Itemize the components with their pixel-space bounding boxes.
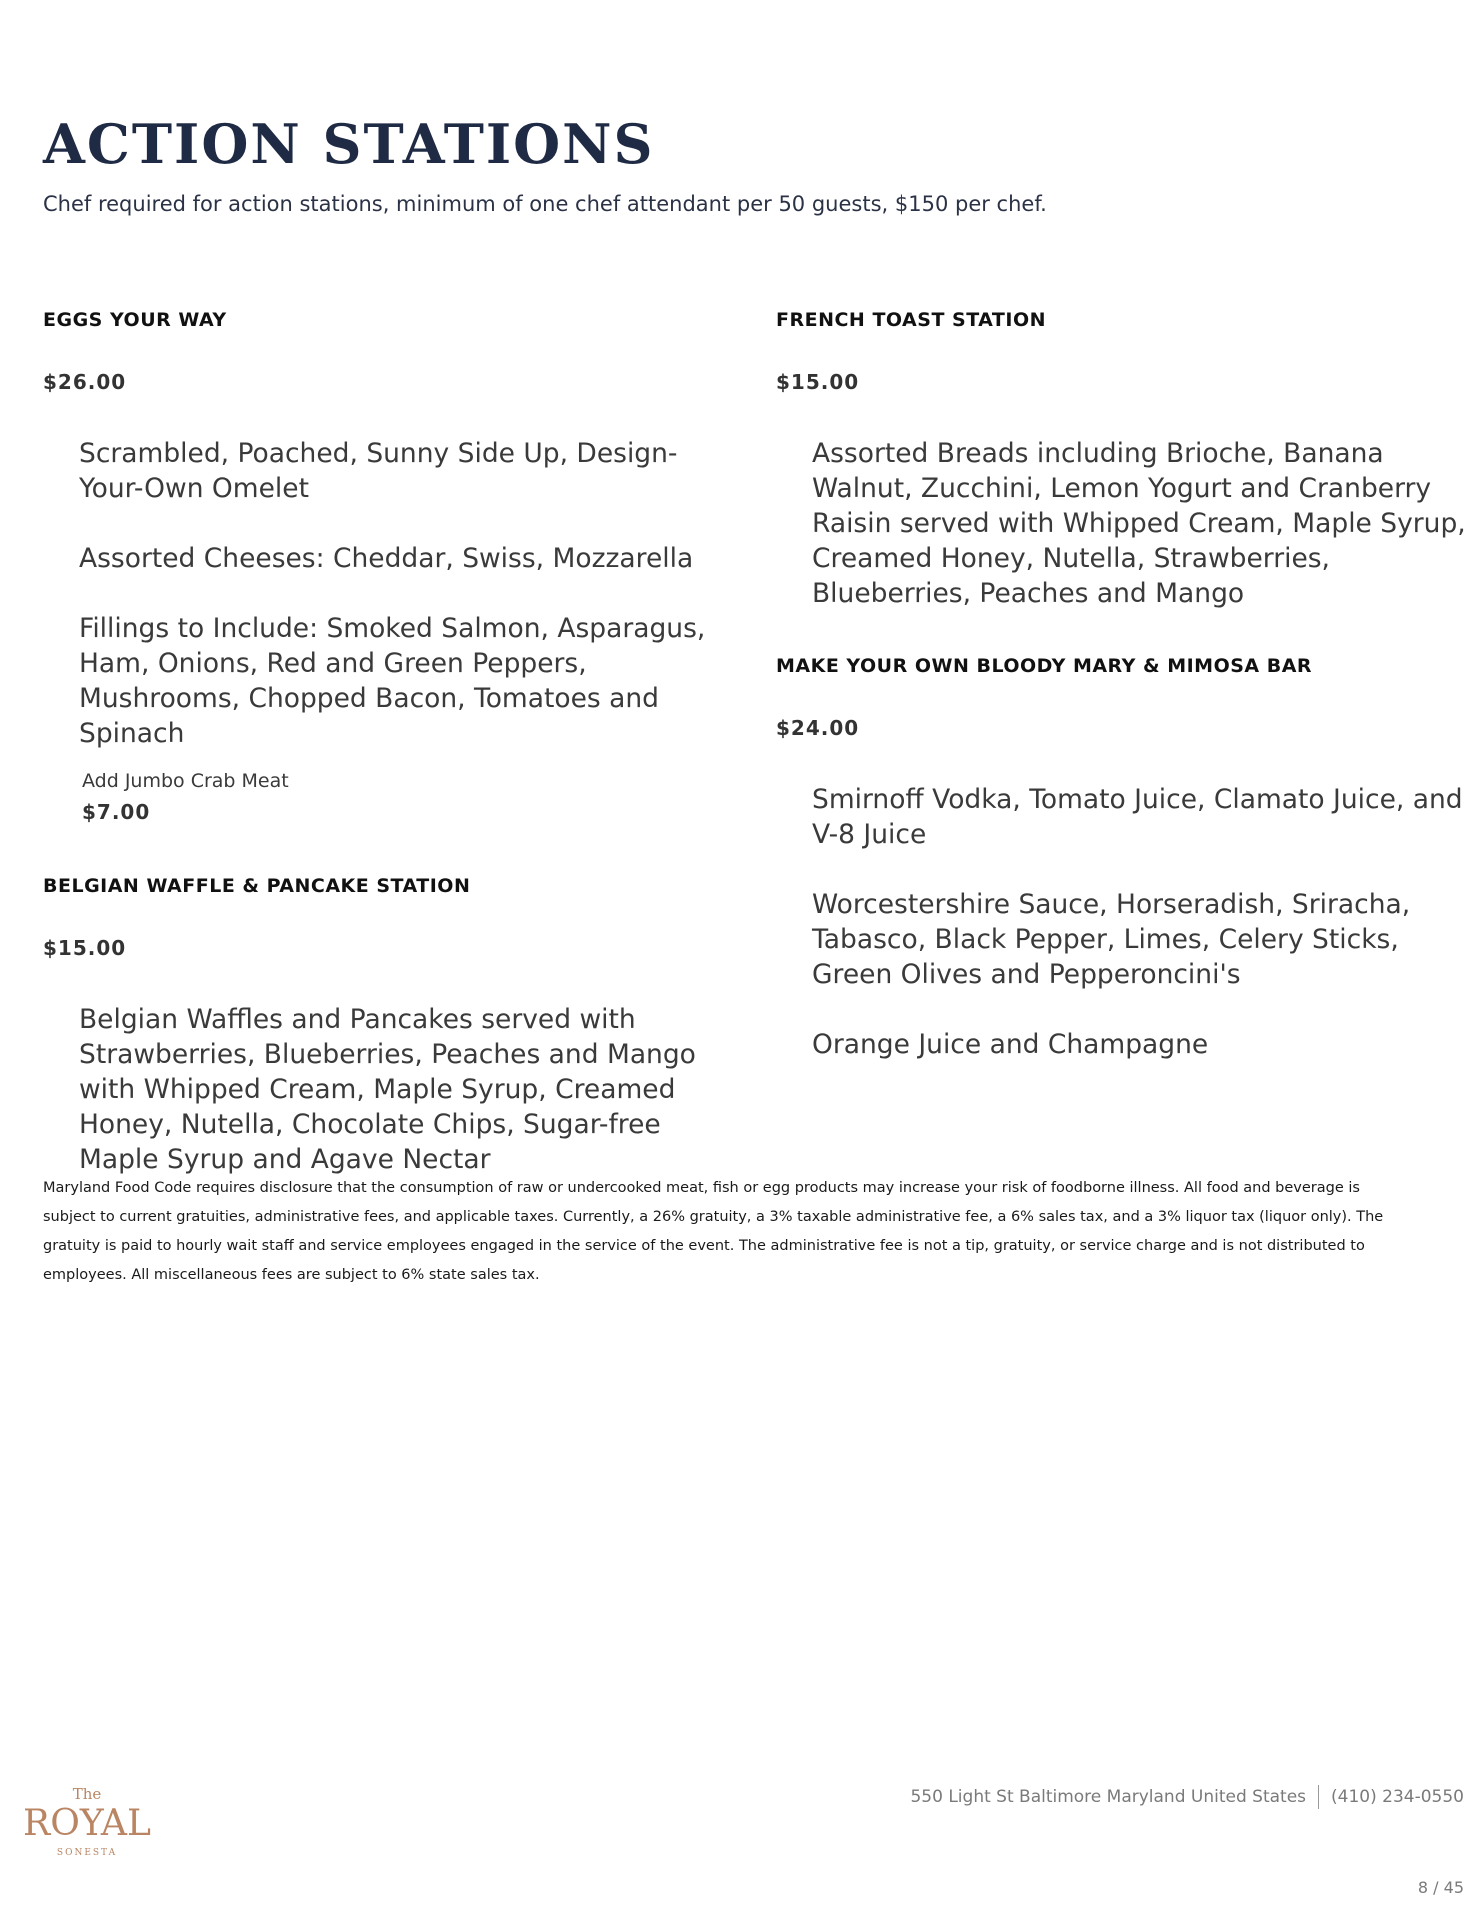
station-title: EGGS YOUR WAY [43, 309, 227, 331]
addon-price: $7.00 [82, 800, 151, 824]
station-title: MAKE YOUR OWN BLOODY MARY & MIMOSA BAR [776, 655, 1313, 677]
menu-item: Smirnoff Vodka, Tomato Juice, Clamato Juice, and V-8 Juice [812, 784, 1463, 850]
menu-item: Fillings to Include: Smoked Salmon, Asparagus, Ham, Onions, Red and Green Peppers, Mushrooms, Chopped Bacon, Tomatoes and Spinach [79, 613, 706, 749]
menu-item: Scrambled, Poached, Sunny Side Up, Design-Your-Own Omelet [79, 438, 678, 504]
menu-item: Belgian Waffles and Pancakes served with Strawberries, Blueberries, Peaches and Mango with Whipped Cream, Maple Syrup, Creamed Honey, Nutella, Chocolate Chips, Sugar-free Maple Syrup and Agave Nectar [79, 1004, 696, 1175]
station-bloody-mary-mimosa [776, 654, 1476, 1062]
footer-divider [1318, 1785, 1319, 1809]
station-items [776, 782, 1476, 1062]
right-column [776, 308, 1476, 1097]
page-number: 8 / 45 [1417, 1878, 1464, 1897]
addon-label: Add Jumbo Crab Meat [82, 770, 289, 792]
logo-line-the: The [72, 1785, 102, 1803]
station-eggs-your-way [43, 308, 733, 824]
station-price: $26.00 [43, 370, 127, 394]
royal-sonesta-logo [20, 1785, 155, 1865]
footer-phone: (410) 234-0550 [1331, 1787, 1464, 1807]
logo-line-sonesta: SONESTA [56, 1848, 118, 1858]
menu-item: Worcestershire Sauce, Horseradish, Sriracha, Tabasco, Black Pepper, Limes, Celery Sticks, Green Olives and Pepperoncini's [812, 889, 1411, 990]
station-price: $15.00 [776, 370, 860, 394]
left-column [43, 308, 733, 1212]
footer-address: 550 Light St Baltimore Maryland United States [910, 1787, 1307, 1807]
station-title: FRENCH TOAST STATION [776, 309, 1046, 331]
footer-contact [910, 1785, 1464, 1809]
menu-item: Assorted Cheeses: Cheddar, Swiss, Mozzarella [79, 543, 694, 574]
page-title: ACTION STATIONS [43, 112, 655, 176]
logo-line-royal: ROYAL [23, 1803, 152, 1844]
station-price: $24.00 [776, 716, 860, 740]
disclaimer: Maryland Food Code requires disclosure that the consumption of raw or undercooked meat, fish or egg products may increase your risk of foodborne illness. All food and beverage is subject to current gratuities, administrative fees, and applicable taxes. Currently, a 26% gratuity, a 3% taxable administrative fee, a 6% sales tax, and a 3% liquor tax (liquor only). The gratuity is paid to hourly wait staff and service employees engaged in the service of the event. The administrative fee is not a tip, gratuity, or service charge and is not distributed to employees. All miscellaneous fees are subject to 6% state sales tax. [43, 1180, 1384, 1283]
station-belgian-waffle [43, 874, 733, 1177]
station-french-toast [776, 308, 1476, 611]
menu-item: Orange Juice and Champagne [812, 1029, 1209, 1060]
menu-item: Assorted Breads including Brioche, Banana Walnut, Zucchini, Lemon Yogurt and Cranberry Raisin served with Whipped Cream, Maple Syrup, Creamed Honey, Nutella, Strawberries, Blueberries, Peaches and Mango [812, 438, 1466, 609]
station-price: $15.00 [43, 936, 127, 960]
page-subtitle: Chef required for action stations, minimum of one chef attendant per 50 guests, $150 per chef. [43, 192, 1047, 216]
station-title: BELGIAN WAFFLE & PANCAKE STATION [43, 875, 471, 897]
station-items [43, 436, 733, 751]
station-items [43, 1002, 733, 1177]
station-items [776, 436, 1476, 611]
